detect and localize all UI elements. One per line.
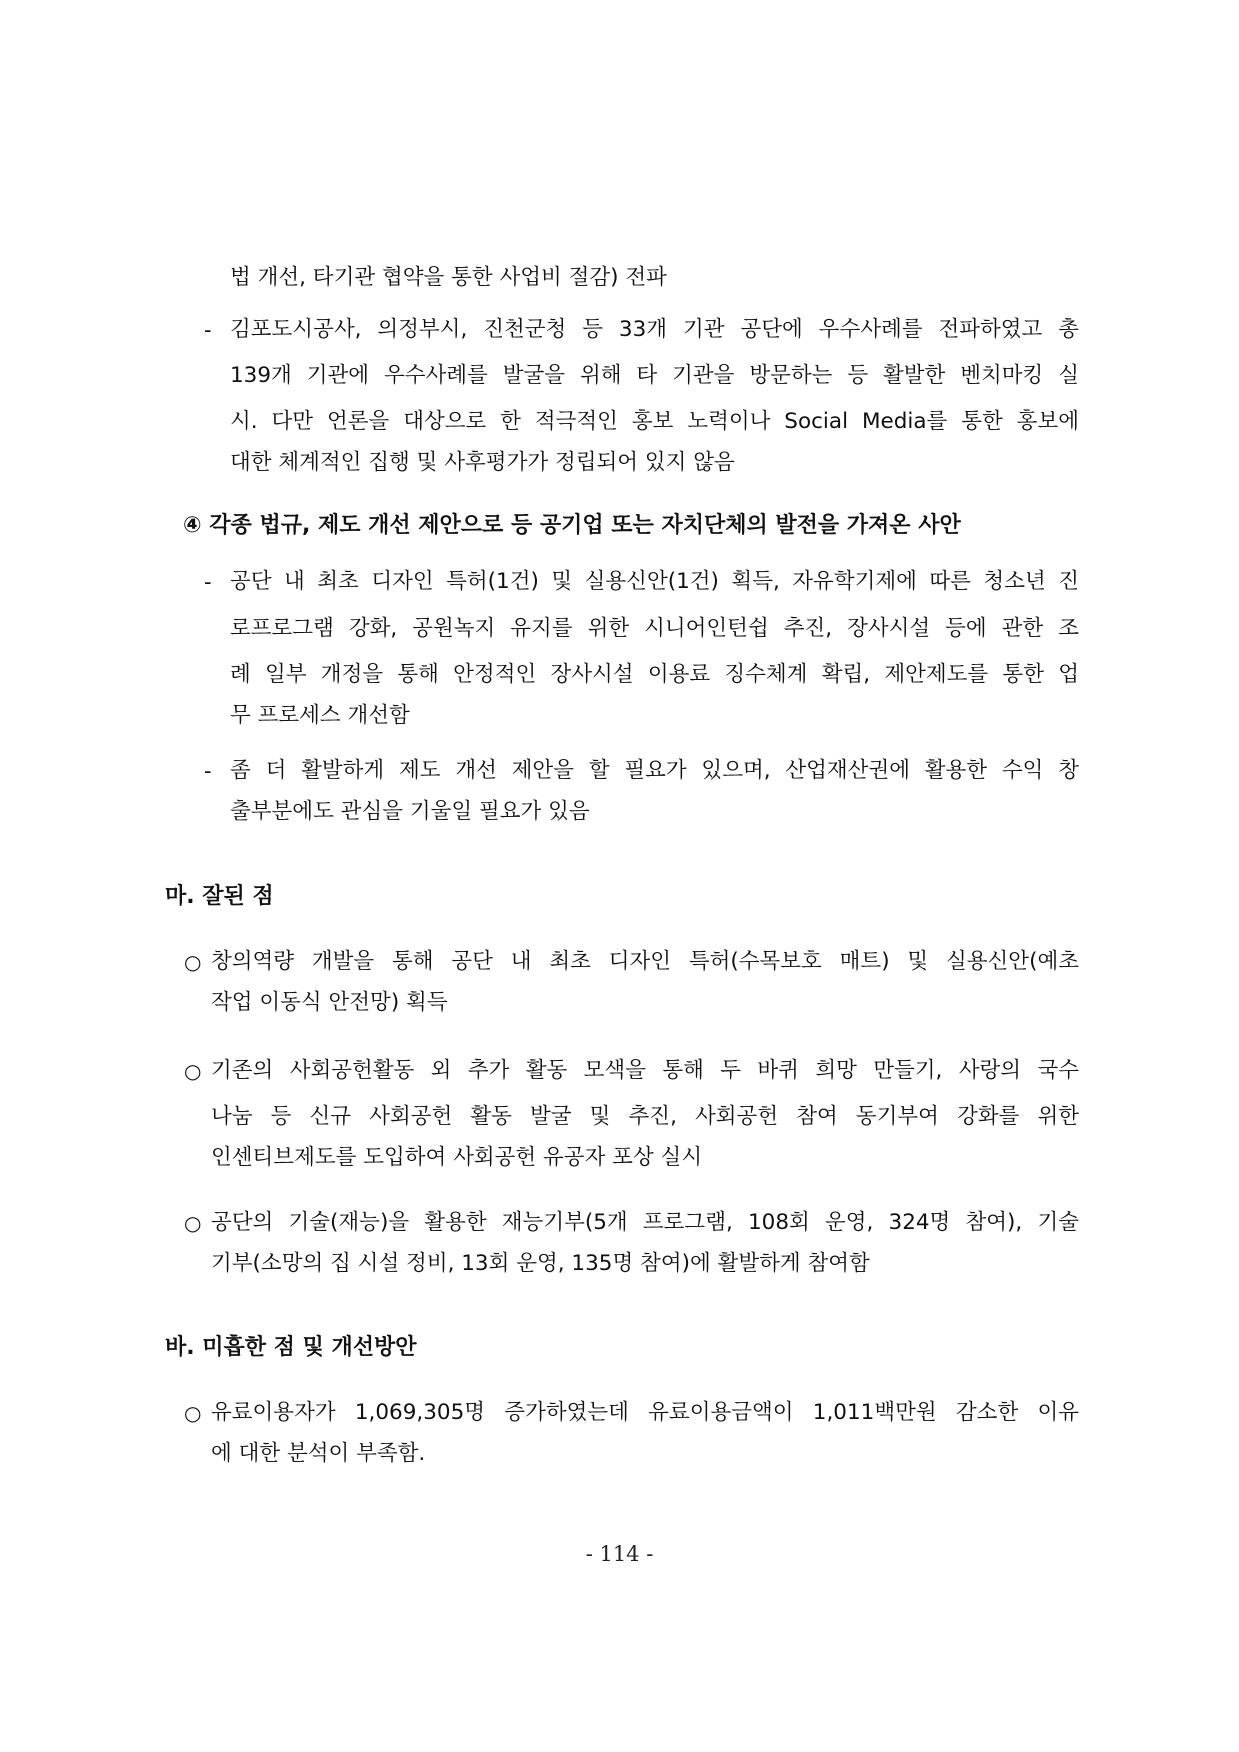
text-line [211, 1208, 1079, 1238]
text-line-content: 좀 더 활발하게 제도 개선 제안을 할 필요가 있으며, 산업재산권에 활용한 수익 창 [230, 758, 1079, 783]
text-line [230, 407, 1079, 437]
text-line-content: 기존의 사회공헌활동 외 추가 활동 모색을 통해 두 바퀴 희망 만들기, 사랑의 국수 [211, 1058, 1079, 1083]
numbered-item-heading: ④ 각종 법규, 제도 개선 제안으로 등 공기업 또는 자치단체의 발전을 가져온 사안 [183, 513, 961, 538]
text-line: 무 프로세스 개선함 [230, 703, 410, 728]
text-line: 에 대한 분석이 부족함. [211, 1441, 426, 1466]
text-line-content: 로프로그램 강화, 공원녹지 유지를 위한 시니어인턴쉽 추진, 장사시설 등에 관한 조 [230, 616, 1079, 641]
text-line: 기부(소망의 집 시설 정비, 13회 운영, 135명 참여)에 활발하게 참여함 [211, 1251, 870, 1276]
page-number: - 114 - [585, 1542, 654, 1566]
section-heading: 바. 미흡한 점 및 개선방안 [165, 1335, 417, 1360]
text-line [230, 361, 1079, 391]
text-line: 인센티브제도를 도입하여 사회공헌 유공자 포상 실시 [211, 1145, 703, 1170]
text-line: 출부분에도 관심을 기울일 필요가 있음 [230, 799, 590, 824]
text-line-content: 김포도시공사, 의정부시, 진천군청 등 33개 기관 공단에 우수사례를 전파하였고 총 [230, 317, 1079, 342]
continued-text-line: 법 개선, 타기관 협약을 통한 사업비 절감) 전파 [230, 265, 667, 290]
text-line [211, 1102, 1079, 1132]
bullet-dash-marker: - [204, 759, 212, 783]
text-line [211, 947, 1079, 977]
bullet-circle-marker: ○ [184, 1401, 202, 1425]
section-heading: 마. 잘된 점 [165, 884, 274, 909]
text-line-content: 공단 내 최초 디자인 특허(1건) 및 실용신안(1건) 획득, 자유학기제에 따른 청소년 진 [230, 569, 1079, 594]
text-line-content: 시. 다만 언론을 대상으로 한 적극적인 홍보 노력이나 Social Media를 통한 홍보에 [230, 409, 1079, 434]
bullet-circle-marker: ○ [184, 950, 202, 974]
bullet-circle-marker: ○ [184, 1211, 202, 1235]
text-line-content: 창의역량 개발을 통해 공단 내 최초 디자인 특허(수목보호 매트) 및 실용신안(예초 [211, 949, 1079, 974]
text-line-content: 유료이용자가 1,069,305명 증가하였는데 유료이용금액이 1,011백만원 감소한 이유 [211, 1400, 1079, 1425]
text-line [211, 1056, 1079, 1086]
bullet-dash-marker: - [204, 570, 212, 594]
text-line [230, 614, 1079, 644]
text-line: 대한 체계적인 집행 및 사후평가가 정립되어 있지 않음 [230, 450, 735, 475]
text-line-content: 139개 기관에 우수사례를 발굴을 위해 타 기관을 방문하는 등 활발한 벤치마킹 실 [230, 363, 1079, 388]
text-line-content: 공단의 기술(재능)을 활용한 재능기부(5개 프로그램, 108회 운영, 324명 참여), 기술 [211, 1210, 1079, 1235]
bullet-circle-marker: ○ [184, 1059, 202, 1083]
text-line [211, 1398, 1079, 1428]
text-line [230, 756, 1079, 786]
text-line [230, 315, 1079, 345]
text-line-content: 나눔 등 신규 사회공헌 활동 발굴 및 추진, 사회공헌 참여 동기부여 강화를 위한 [211, 1104, 1079, 1129]
text-line [230, 567, 1079, 597]
text-line [230, 660, 1079, 690]
text-line-content: 례 일부 개정을 통해 안정적인 장사시설 이용료 징수체계 확립, 제안제도를 통한 업 [230, 662, 1079, 687]
bullet-dash-marker: - [204, 318, 212, 342]
text-line: 작업 이동식 안전망) 획득 [211, 990, 448, 1015]
